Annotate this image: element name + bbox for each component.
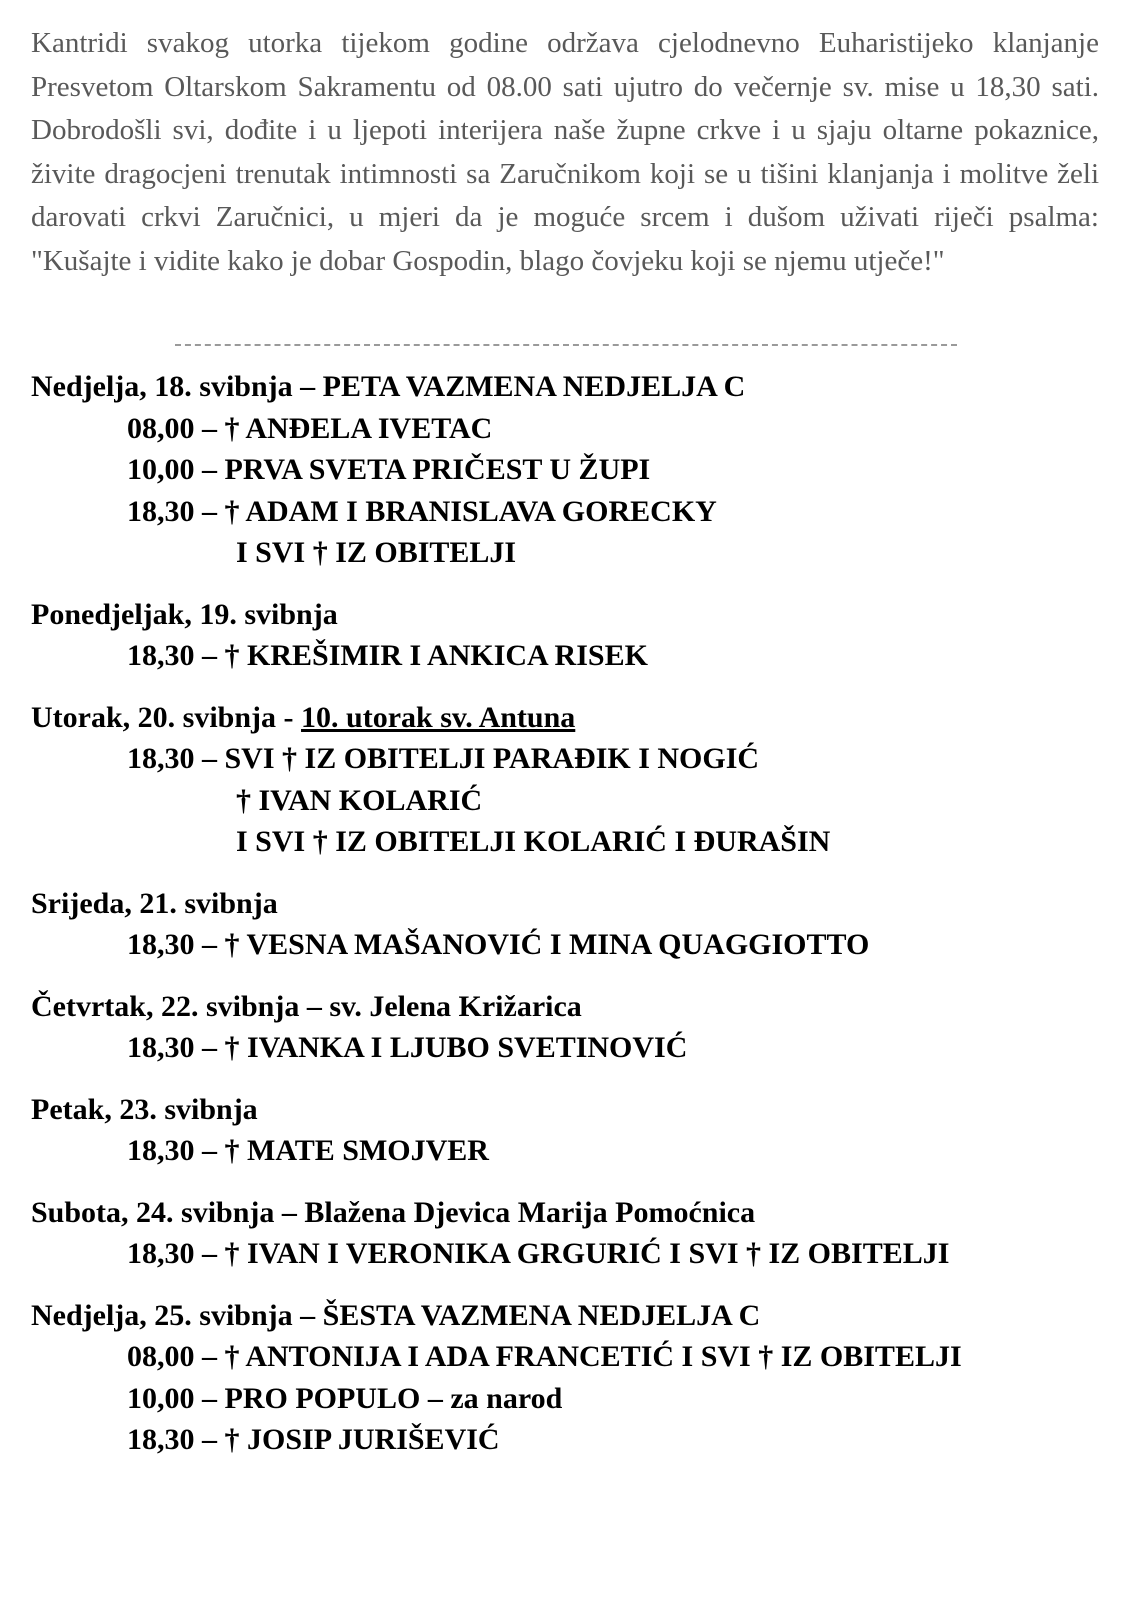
day-name: Nedjelja, 25. svibnja [31, 1298, 293, 1332]
mass-line [31, 491, 1121, 533]
mass-intention: † MATE SMOJVER [224, 1134, 489, 1167]
mass-intention: † VESNA MAŠANOVIĆ I MINA QUAGGIOTTO [224, 928, 870, 961]
feast-name: 10. utorak sv. Antuna [301, 700, 576, 734]
mass-time: 18,30 [127, 1423, 195, 1456]
feast-separator: – [274, 1195, 305, 1229]
time-separator: – [194, 639, 225, 672]
day-heading [31, 986, 1121, 1028]
time-separator: – [194, 1423, 225, 1456]
day-name: Srijeda, 21. svibnja [31, 886, 278, 920]
mass-time: 18,30 [127, 1134, 195, 1167]
mass-line [31, 1130, 1121, 1172]
schedule-day [31, 986, 1121, 1069]
mass-intention: † ANĐELA IVETAC [224, 411, 493, 445]
time-separator: – [194, 453, 225, 486]
section-divider [175, 344, 957, 346]
mass-intention: † IVAN I VERONIKA GRGURIĆ I SVI † IZ OBITELJI [224, 1237, 950, 1270]
feast-name: Blažena Djevica Marija Pomoćnica [304, 1195, 756, 1229]
mass-intention-continued: I SVI † IZ OBITELJI KOLARIĆ I ĐURAŠIN [236, 825, 831, 858]
feast-name: PETA VAZMENA NEDJELJA C [322, 370, 746, 403]
schedule-day [31, 1295, 1121, 1461]
mass-intention-continued: I SVI † IZ OBITELJI [236, 536, 517, 569]
mass-time: 10,00 [127, 453, 195, 486]
mass-time: 18,30 [127, 494, 195, 528]
schedule-day [31, 697, 1121, 863]
mass-time: 18,30 [127, 742, 195, 775]
mass-line [31, 408, 1121, 450]
feast-separator: – [292, 370, 323, 403]
mass-intention: PRVA SVETA PRIČEST U ŽUPI [224, 453, 651, 486]
day-name: Nedjelja, 18. svibnja [31, 370, 293, 403]
adoration-announcement [31, 22, 1099, 284]
day-heading [31, 594, 1121, 636]
mass-line [31, 1378, 1121, 1420]
time-separator: – [194, 928, 225, 961]
mass-intention: SVI † IZ OBITELJI PARAĐIK I NOGIĆ [224, 742, 760, 775]
mass-line [31, 924, 1121, 966]
schedule-day [31, 1089, 1121, 1172]
day-name: Četvrtak, 22. svibnja [31, 989, 300, 1023]
mass-intention-continued: † IVAN KOLARIĆ [236, 783, 483, 817]
day-name: Subota, 24. svibnja [31, 1195, 275, 1229]
day-name: Petak, 23. svibnja [31, 1092, 258, 1126]
day-heading [31, 697, 1121, 739]
day-heading [31, 366, 1121, 408]
mass-time: 18,30 [127, 928, 195, 961]
day-name: Utorak, 20. svibnja [31, 700, 277, 734]
time-separator: – [194, 411, 225, 445]
mass-line [31, 449, 1121, 491]
mass-schedule [31, 366, 1121, 1481]
mass-intention: † JOSIP JURIŠEVIĆ [224, 1423, 500, 1456]
mass-time: 18,30 [127, 639, 195, 672]
mass-time: 08,00 [127, 411, 195, 445]
time-separator: – [194, 494, 225, 528]
schedule-day [31, 1192, 1121, 1275]
mass-intention: † ANTONIJA I ADA FRANCETIĆ I SVI † IZ OBITELJI [224, 1340, 962, 1373]
day-heading [31, 1295, 1121, 1337]
schedule-day [31, 594, 1121, 677]
time-separator: – [194, 1237, 225, 1270]
day-heading [31, 1089, 1121, 1131]
mass-intention: † KREŠIMIR I ANKICA RISEK [224, 639, 648, 672]
mass-line [31, 738, 1121, 780]
time-separator: – [194, 1031, 225, 1064]
mass-line [31, 1233, 1121, 1275]
mass-time: 08,00 [127, 1340, 195, 1373]
mass-time: 18,30 [127, 1237, 195, 1270]
day-heading [31, 1192, 1121, 1234]
day-name: Ponedjeljak, 19. svibnja [31, 597, 338, 631]
mass-intention: † ADAM I BRANISLAVA GORECKY [224, 494, 717, 528]
feast-name: sv. Jelena Križarica [329, 989, 582, 1023]
time-separator: – [194, 1134, 225, 1167]
mass-intention: PRO POPULO – za narod [224, 1381, 563, 1415]
day-heading [31, 883, 1121, 925]
feast-name: ŠESTA VAZMENA NEDJELJA C [322, 1298, 761, 1332]
mass-line [31, 1419, 1121, 1461]
mass-line [31, 635, 1121, 677]
mass-line [31, 1336, 1121, 1378]
mass-line [31, 1027, 1121, 1069]
feast-separator: – [292, 1298, 323, 1332]
feast-separator: – [299, 989, 330, 1023]
mass-intention: † IVANKA I LJUBO SVETINOVIĆ [224, 1031, 688, 1064]
time-separator: – [194, 1340, 225, 1373]
feast-separator: - [276, 700, 302, 734]
time-separator: – [194, 1381, 225, 1415]
time-separator: – [194, 742, 225, 775]
mass-time: 10,00 [127, 1381, 195, 1415]
schedule-day [31, 366, 1121, 574]
schedule-day [31, 883, 1121, 966]
mass-time: 18,30 [127, 1031, 195, 1064]
announcement-text: Kantridi svakog utorka tijekom godine održava cjelodnevno Euharistijeko klanjanje Presvetom Oltarskom Sakramentu od 08.00 sati ujutro do večernje sv. mise u 18,30 sati. Dobrodošli svi, dođite i u ljepoti interijera naše župne crkve i u sjaju oltarne pokaznice, živite dragocjeni trenutak intimnosti sa Zaručnikom koji se u tišini klanjanja i molitve želi darovati crkvi Zaručnici, u mjeri da je moguće srcem i dušom uživati riječi psalma: "Kušajte i vidite kako je dobar Gospodin, blago čovjeku koji se njemu utječe!" [31, 27, 1099, 277]
